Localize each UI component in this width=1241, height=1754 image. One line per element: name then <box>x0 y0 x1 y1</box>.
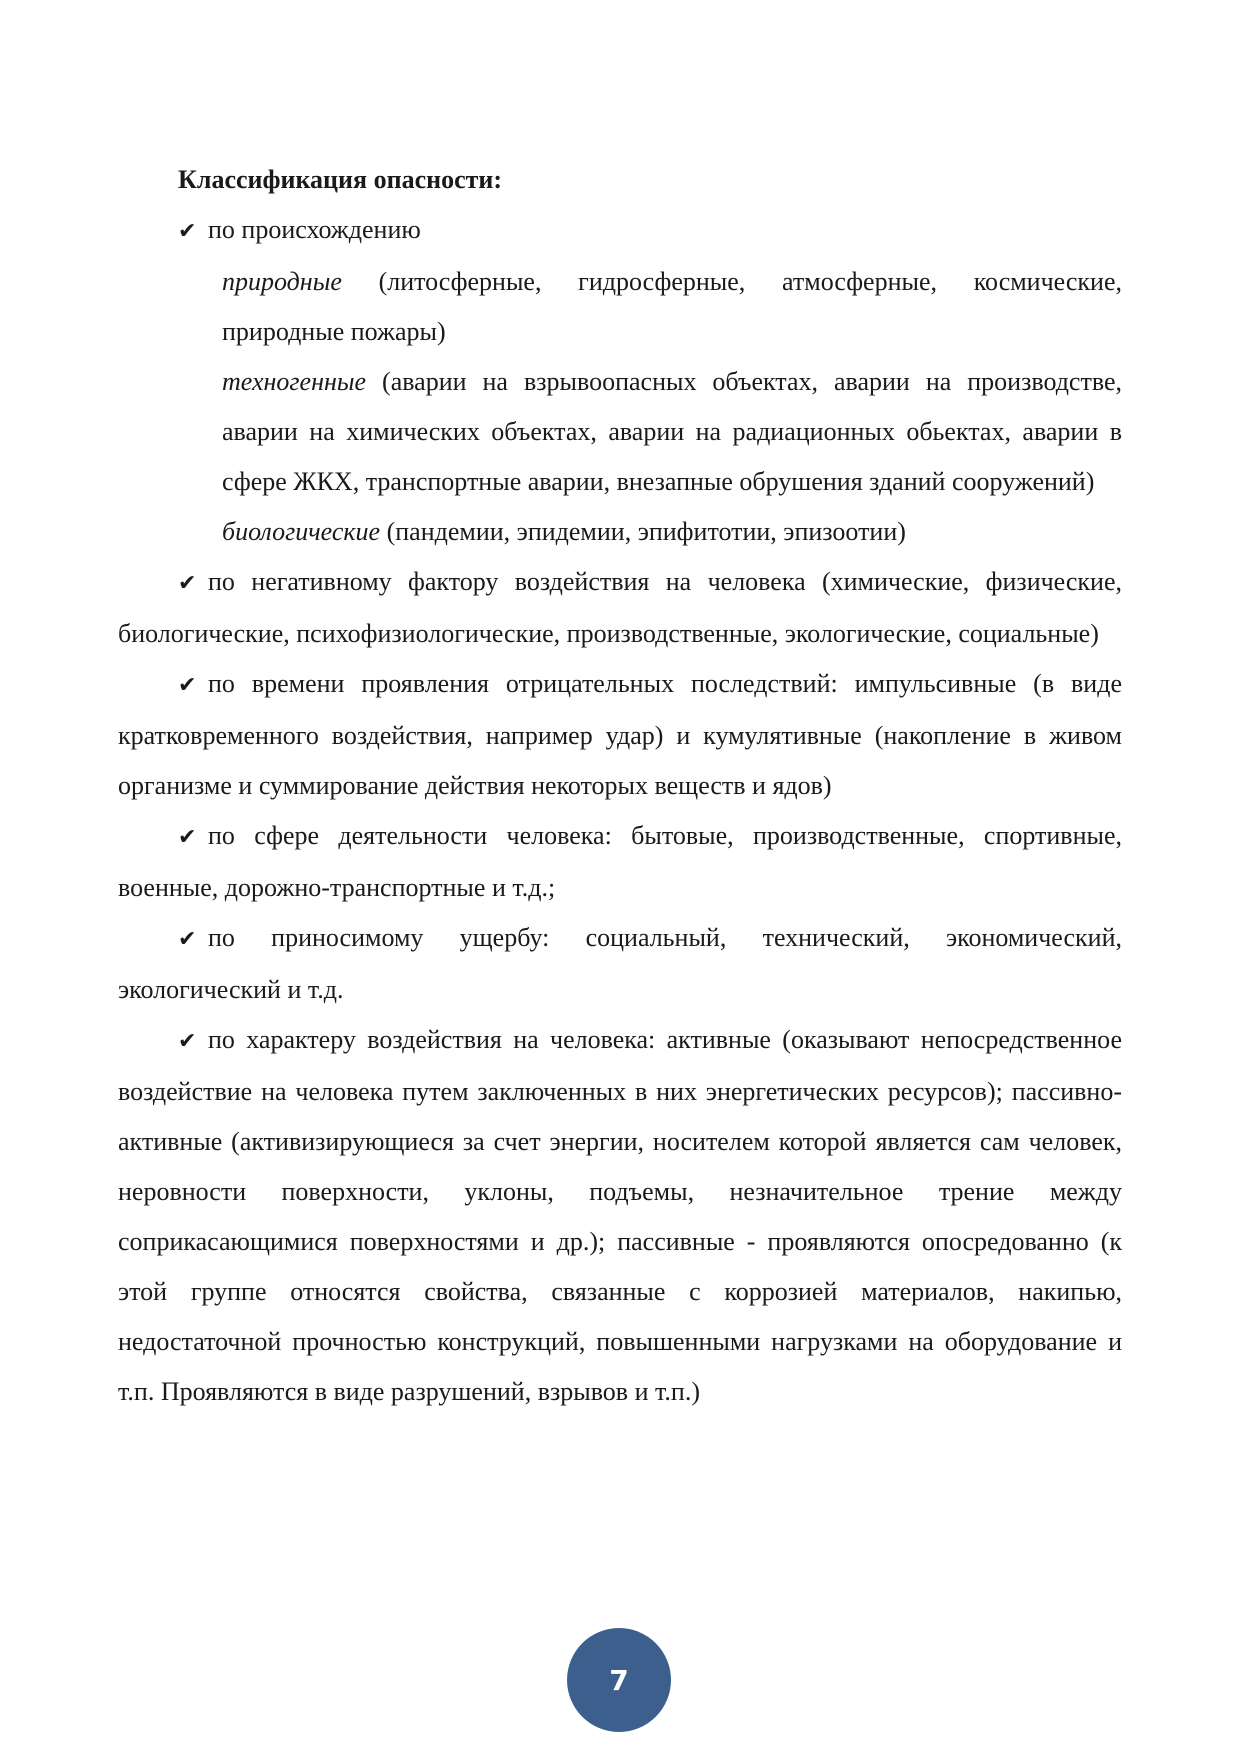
term-description: (пандемии, эпидемии, эпифитотии, эпизоотии) <box>380 517 906 546</box>
bullet-origin <box>118 205 1122 257</box>
bullet-negative-factor <box>118 557 1122 659</box>
bullet-sphere-of-activity <box>118 811 1122 913</box>
check-icon: ✔ <box>178 825 197 850</box>
bullet-text: по приносимому ущербу: социальный, технический, экономический, экологический и т.д. <box>118 923 1122 1004</box>
origin-item-technogenic <box>118 357 1122 507</box>
check-icon: ✔ <box>178 571 197 596</box>
page-number-badge: 7 <box>567 1628 671 1732</box>
check-icon: ✔ <box>178 1029 197 1054</box>
term: природные <box>222 267 342 296</box>
term: биологические <box>222 517 381 546</box>
bullet-text: по времени проявления отрицательных последствий: импульсивные (в виде кратковременного воздействия, например удар) и кумулятивные (накопление в живом организме и суммирование действия некоторых веществ и ядов) <box>118 669 1122 800</box>
bullet-nature-of-impact <box>118 1015 1122 1417</box>
term-description: (аварии на взрывоопасных объектах, аварии на производстве, аварии на химических объектах, аварии на радиационных обьектах, аварии в сфере ЖКХ, транспортные аварии, внезапные обрушения зданий сооружений) <box>222 367 1122 496</box>
term-description: (литосферные, гидросферные, атмосферные, космические, природные пожары) <box>222 267 1122 346</box>
check-icon: ✔ <box>178 927 197 952</box>
check-icon: ✔ <box>178 673 197 698</box>
term: техногенные <box>222 367 367 396</box>
bullet-text: по характеру воздействия на человека: активные (оказывают непосредственное воздействие на человека путем заключенных в них энергетических ресурсов); пассивно-активные (активизирующиеся за счет энергии, носителем которой является сам человек, неровности поверхности, уклоны, подъемы, незначительное трение между соприкасающимися поверхностями и др.); пассивные - проявляются опосредованно (к этой группе относятся свойства, связанные с коррозией материалов, накипью, недостаточной прочностью конструкций, повышенными нагрузками на оборудование и т.п. Проявляются в виде разрушений, взрывов и т.п.) <box>118 1025 1122 1406</box>
check-icon: ✔ <box>178 219 197 244</box>
origin-item-biological <box>118 507 1122 557</box>
bullet-damage <box>118 913 1122 1015</box>
origin-item-natural <box>118 257 1122 357</box>
bullet-time-of-manifestation <box>118 659 1122 811</box>
bullet-text: по происхождению <box>208 215 421 244</box>
section-heading: Классификация опасности: <box>178 165 503 194</box>
bullet-text: по сфере деятельности человека: бытовые, производственные, спортивные, военные, дорожно-транспортные и т.д.; <box>118 821 1122 902</box>
document-body <box>118 155 1122 1417</box>
bullet-text: по негативному фактору воздействия на человека (химические, физические, биологические, психофизиологические, производственные, экологические, социальные) <box>118 567 1122 648</box>
